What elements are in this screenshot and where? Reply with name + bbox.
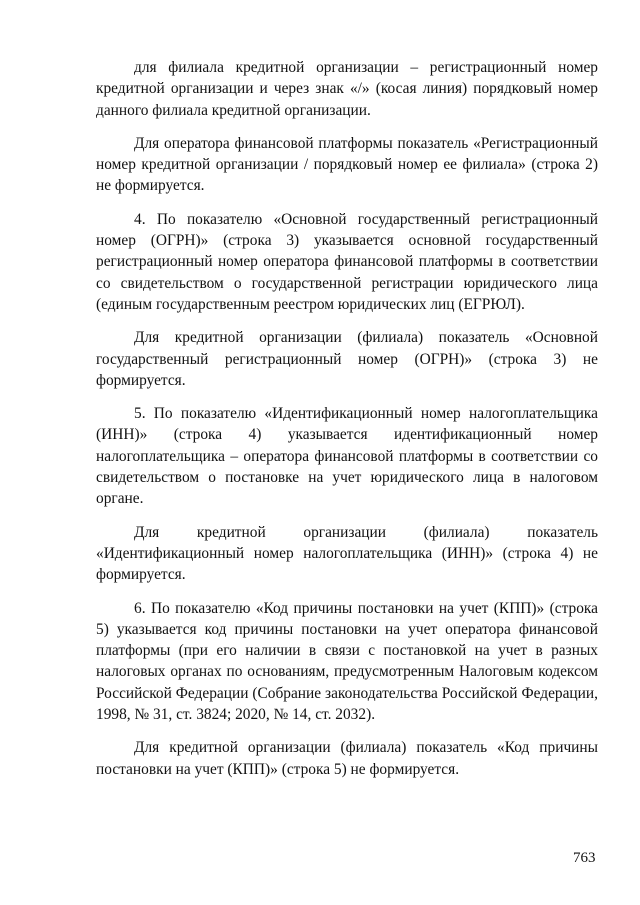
paragraph-7: 6. По показателю «Код причины постановки на учет (КПП)» (строка 5) указывается код причины постановки на учет оператора финансовой платформы (при его наличии в связи с постановкой на учет в разных налоговых органах по основаниям, предусмотренным Налоговым кодексом Российской Федерации (Собрание законодательства Российской Федерации, 1998, № 31, ст. 3824; 2020, № 14, ст. 2032).: [96, 599, 598, 724]
paragraph-2: Для оператора финансовой платформы показатель «Регистрационный номер кредитной организации / порядковый номер ее филиала» (строка 2) не формируется.: [96, 134, 598, 195]
paragraph-4: Для кредитной организации (филиала) показатель «Основной государственный регистрационный номер (ОГРН)» (строка 3) не формируется.: [96, 329, 598, 389]
paragraph-6: Для кредитной организации (филиала) показатель «Идентификационный номер налогоплательщика (ИНН)» (строка 4) не формируется.: [96, 523, 598, 584]
paragraph-3: 4. По показателю «Основной государственный регистрационный номер (ОГРН)» (строка 3) указывается основной государственный регистрационный номер оператора финансовой платформы в соответствии со свидетельством о государственной регистрации юридического лица (единым государственным реестром юридических лиц (ЕГРЮЛ).: [96, 210, 598, 313]
page-number: 763: [573, 850, 596, 866]
paragraph-5: 5. По показателю «Идентификационный номер налогоплательщика (ИНН)» (строка 4) указывается идентификационный номер налогоплательщика – оператора финансовой платформы в соответствии со свидетельством о постановке на учет юридического лица в налоговом органе.: [96, 405, 598, 508]
paragraph-8: Для кредитной организации (филиала) показатель «Код причины постановки на учет (КПП)» (строка 5) не формируется.: [96, 739, 598, 778]
paragraph-1: для филиала кредитной организации – регистрационный номер кредитной организации и через знак «/» (косая линия) порядковый номер данного филиала кредитной организации.: [96, 59, 598, 119]
document-body: [96, 57, 598, 792]
